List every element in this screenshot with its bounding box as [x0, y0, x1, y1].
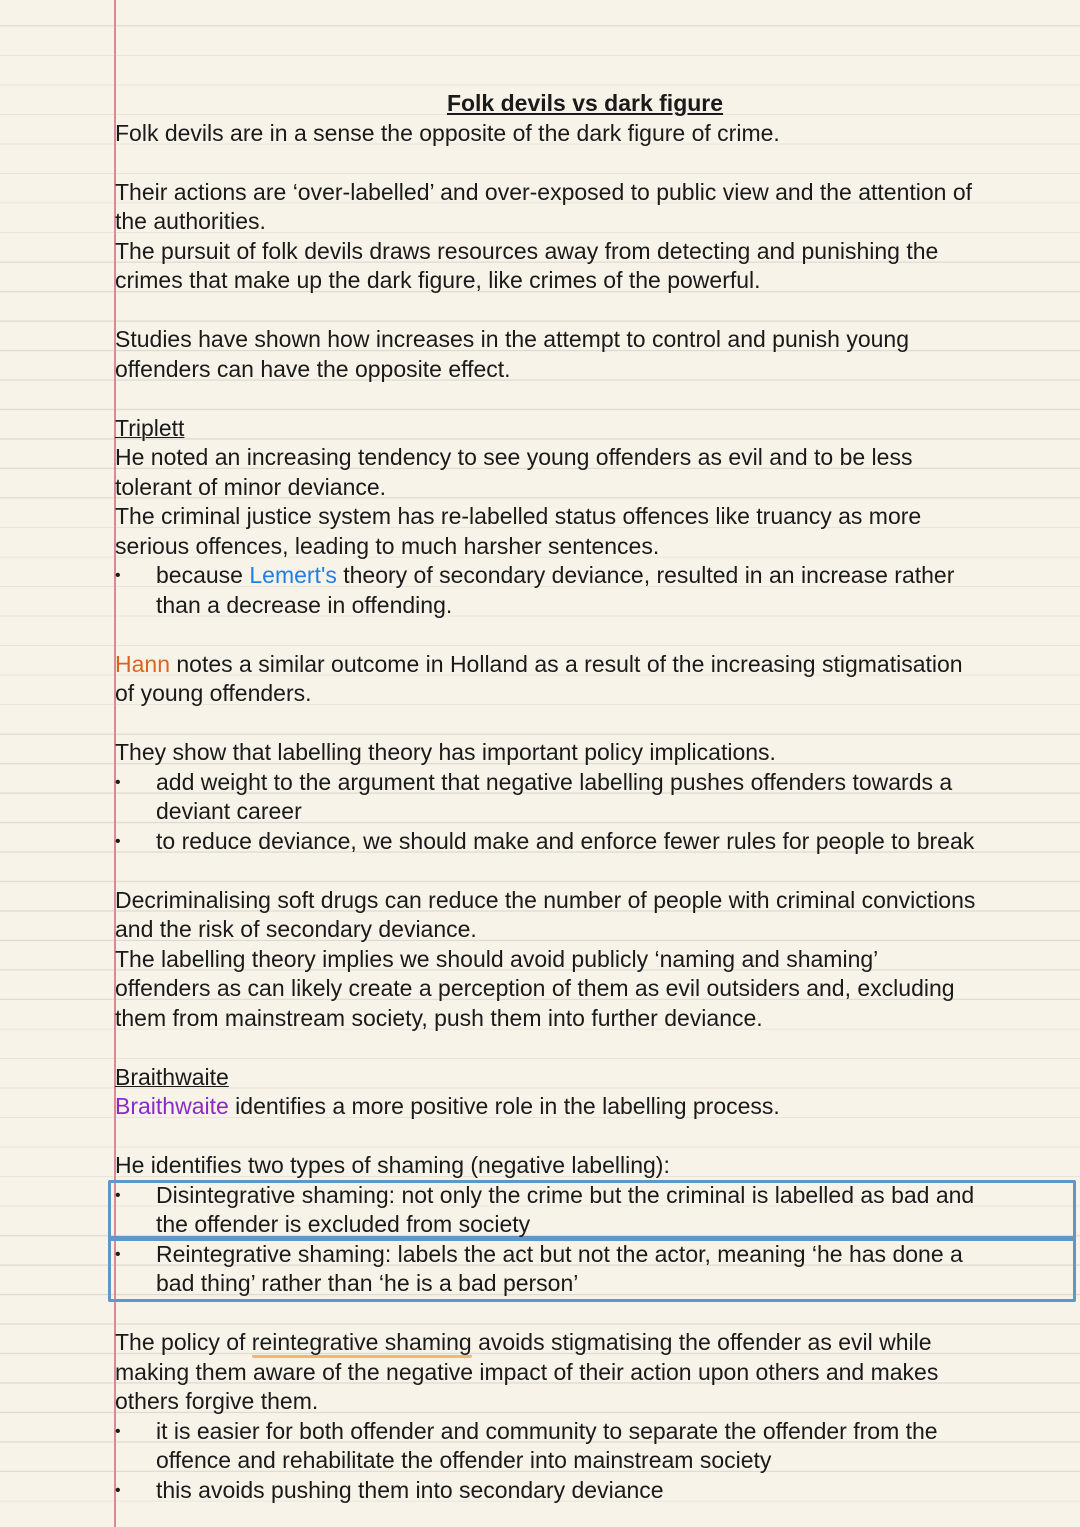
text-line: Their actions are ‘over-labelled’ and over-exposed to public view and the attention of [115, 178, 973, 205]
text: because [156, 562, 250, 588]
text-line: deviant career [156, 798, 302, 824]
bullet-item [115, 827, 1075, 857]
text-line: They show that labelling theory has important policy implications. [115, 739, 776, 765]
text: notes a similar outcome in Holland as a result of the increasing stigmatisation [169, 650, 963, 677]
text: identifies a more positive role in the labelling process. [228, 1093, 780, 1119]
text-line: Studies have shown how increases in the attempt to control and punish young [115, 326, 909, 352]
bullet-item [115, 768, 1075, 798]
text-line [115, 650, 1075, 680]
section-heading-triplett [115, 414, 1075, 444]
text: this avoids pushing them into secondary deviance [156, 1476, 664, 1503]
section-heading-braithwaite [115, 1063, 1075, 1093]
text-line: than a decrease in offending. [156, 591, 453, 618]
text-line: serious offences, leading to much harsher sentences. [115, 532, 660, 559]
text-line: them from mainstream society, push them into further deviance. [115, 1004, 763, 1031]
text-line: offenders can have the opposite effect. [115, 355, 511, 382]
page-title [115, 89, 1055, 119]
text-line [115, 1328, 1075, 1358]
text: it is easier for both offender and community to separate the offender from the [156, 1417, 938, 1444]
name-hann: Hann [115, 650, 170, 677]
bullet-icon: • [115, 1481, 121, 1499]
text-line: making them aware of the negative impact of their action upon others and makes [115, 1358, 939, 1385]
text: add weight to the argument that negative labelling pushes offenders towards a [156, 768, 953, 795]
text-line: The pursuit of folk devils draws resources away from detecting and punishing the [115, 237, 939, 264]
text-line: offence and rehabilitate the offender into mainstream society [156, 1447, 772, 1473]
text-line: Folk devils are in a sense the opposite of the dark figure of crime. [115, 119, 780, 146]
text-line: the offender is excluded from society [156, 1211, 531, 1237]
bullet-item [115, 1240, 1075, 1270]
text-line: He noted an increasing tendency to see young offenders as evil and to be less [115, 444, 913, 470]
text-line: bad thing’ rather than ‘he is a bad person’ [156, 1270, 579, 1296]
title-text: Folk devils vs dark figure [446, 90, 724, 116]
text-line: offenders as can likely create a perception of them as evil outsiders and, excluding [115, 975, 955, 1001]
text: theory of secondary deviance, resulted in an increase rather [336, 562, 955, 588]
text-line: the authorities. [115, 208, 266, 234]
text-line: He identifies two types of shaming (negative labelling): [115, 1152, 670, 1178]
text-line: The criminal justice system has re-labelled status offences like truancy as more [115, 503, 922, 529]
text: Reintegrative shaming: labels the act but not the actor, meaning ‘he has done a [156, 1240, 963, 1267]
bullet-icon: • [115, 1245, 121, 1263]
text: The policy of [115, 1329, 252, 1355]
text-line: tolerant of minor deviance. [115, 473, 387, 500]
highlighted-term: reintegrative shaming [252, 1329, 472, 1358]
bullet-item [115, 561, 1075, 591]
name-lemert: Lemert's [249, 562, 337, 588]
text-line: others forgive them. [115, 1388, 319, 1414]
text-line: The labelling theory implies we should avoid publicly ‘naming and shaming’ [115, 945, 879, 972]
bullet-item [115, 1417, 1075, 1447]
text: to reduce deviance, we should make and enforce fewer rules for people to break [156, 827, 975, 854]
text-line: and the risk of secondary deviance. [115, 916, 477, 942]
heading-text: Braithwaite [115, 1063, 229, 1090]
bullet-icon: • [115, 1422, 121, 1440]
bullet-icon: • [115, 832, 121, 850]
text-line: of young offenders. [115, 680, 312, 706]
bullet-item [115, 1181, 1075, 1211]
text: Disintegrative shaming: not only the crime but the criminal is labelled as bad and [156, 1181, 975, 1208]
name-braithwaite: Braithwaite [115, 1093, 229, 1119]
text-line: Decriminalising soft drugs can reduce the number of people with criminal convictions [115, 886, 976, 913]
text: avoids stigmatising the offender as evil while [471, 1329, 932, 1355]
text-line [115, 1092, 1075, 1122]
text-line: crimes that make up the dark figure, like crimes of the powerful. [115, 267, 761, 293]
bullet-item [115, 1476, 1075, 1506]
bullet-icon: • [115, 567, 121, 584]
heading-text: Triplett [115, 414, 185, 441]
bullet-icon: • [115, 1186, 121, 1204]
bullet-icon: • [115, 773, 121, 791]
note-content [115, 89, 1075, 1505]
